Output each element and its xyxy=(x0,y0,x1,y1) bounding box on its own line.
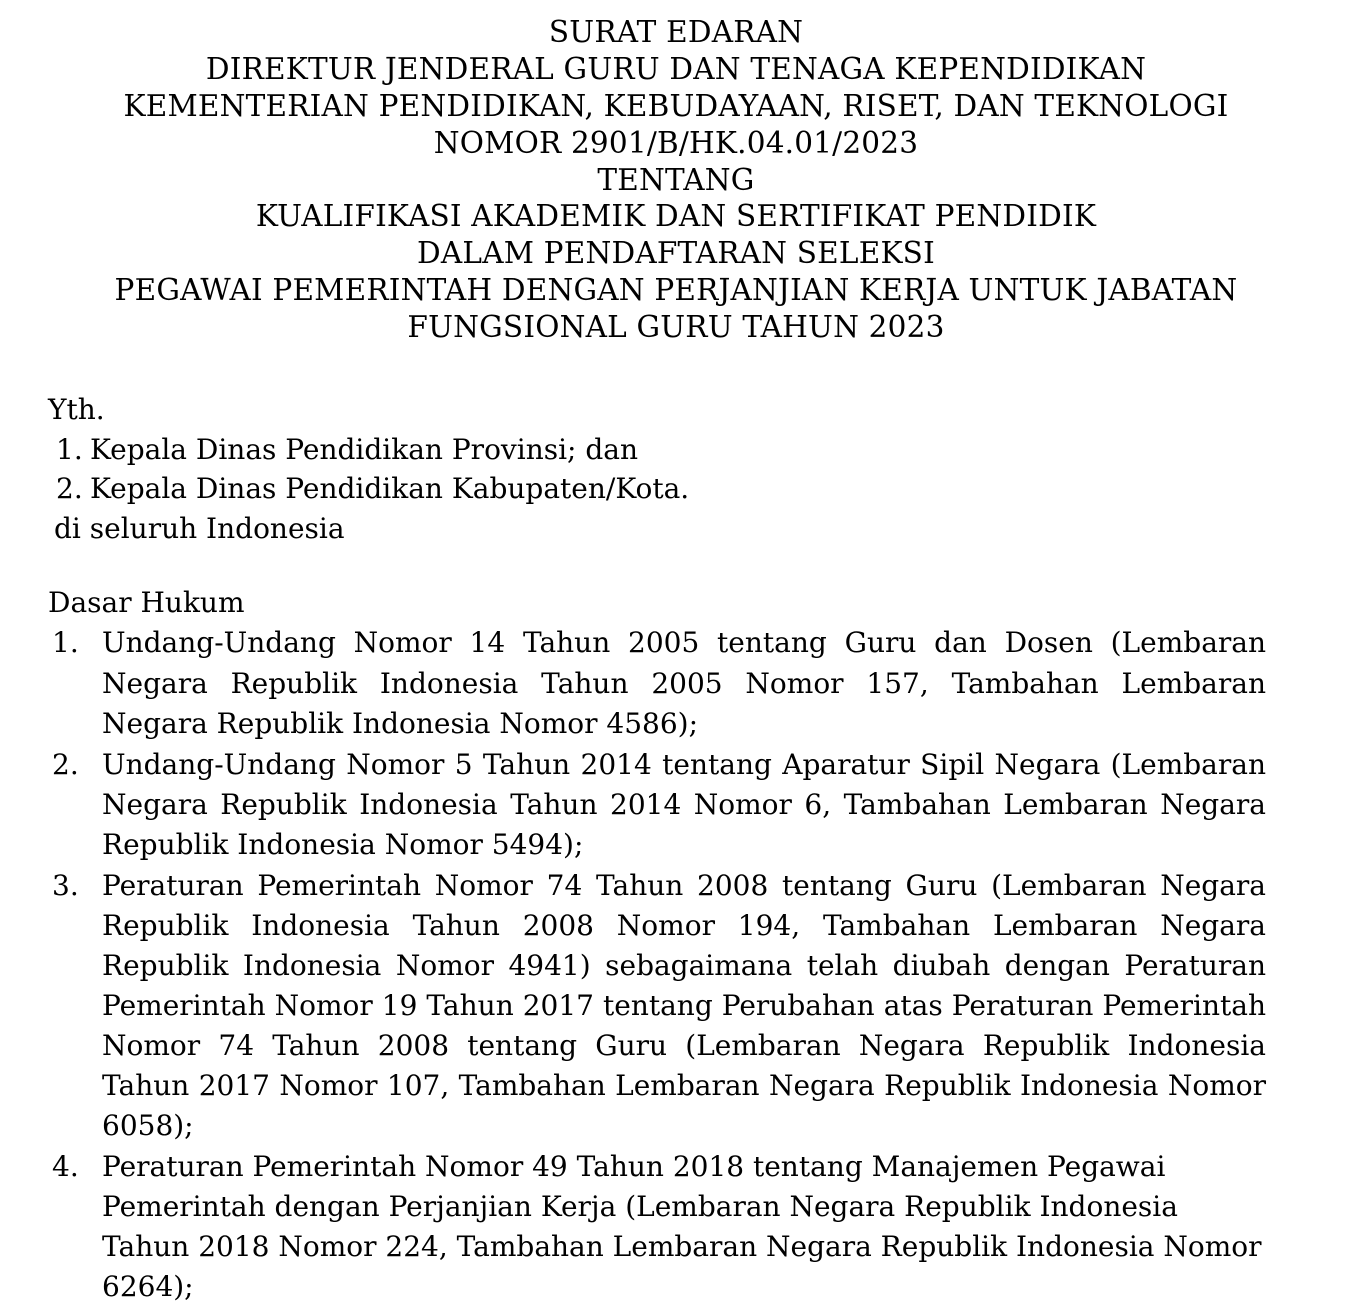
legal-item-text: Undang-Undang Nomor 5 Tahun 2014 tentang Aparatur Sipil Negara (Lembaran Negara Republik Indonesia Tahun 2014 Nomor 6, Tambahan Lembaran Negara Republik Indonesia Nomor 5494); xyxy=(102,747,1266,861)
title-line-6: KUALIFIKASI AKADEMIK DAN SERTIFIKAT PENDIDIK xyxy=(255,199,1097,234)
addressee-item-label: Kepala Dinas Pendidikan Kabupaten/Kota. xyxy=(90,472,690,506)
addressee-item-number: 1. xyxy=(56,432,83,466)
title-line-4: NOMOR 2901/B/HK.04.01/2023 xyxy=(433,125,919,160)
legal-basis-heading: Dasar Hukum xyxy=(48,585,245,619)
legal-item-text: Undang-Undang Nomor 14 Tahun 2005 tentang Guru dan Dosen (Lembaran Negara Republik Indonesia Tahun 2005 Nomor 157, Tambahan Lembaran Negara Republik Indonesia Nomor 4586); xyxy=(102,626,1266,740)
title-line-5: TENTANG xyxy=(597,162,755,197)
title-line-1: SURAT EDARAN xyxy=(548,15,804,49)
list-item xyxy=(48,469,1304,509)
addressee-spacer xyxy=(48,549,1304,583)
addressee-closing: di seluruh Indonesia xyxy=(54,512,345,546)
list-item xyxy=(48,866,1304,1146)
title-line-8: PEGAWAI PEMERINTAH DENGAN PERJANJIAN KERJA UNTUK JABATAN xyxy=(114,273,1238,308)
list-item xyxy=(48,1147,1304,1307)
title-line-9: FUNGSIONAL GURU TAHUN 2023 xyxy=(407,310,945,344)
legal-item-number: 3. xyxy=(52,868,79,902)
legal-item-number: 4. xyxy=(52,1149,79,1183)
addressee-item-number: 2. xyxy=(56,472,83,506)
legal-item-text: Peraturan Pemerintah Nomor 49 Tahun 2018 tentang Manajemen Pegawai Pemerintah dengan Perjanjian Kerja (Lembaran Negara Republik Indonesia Tahun 2018 Nomor 224, Tambahan Lembaran Negara Republik Indonesia Nomor 6264); xyxy=(102,1149,1262,1303)
addressee-block xyxy=(48,390,1304,549)
addressee-item-label: Kepala Dinas Pendidikan Provinsi; dan xyxy=(90,432,639,466)
legal-item-number: 2. xyxy=(52,747,79,781)
document-title-block xyxy=(48,14,1304,346)
list-item xyxy=(48,745,1304,865)
title-line-3: KEMENTERIAN PENDIDIKAN, KEBUDAYAAN, RISET, DAN TEKNOLOGI xyxy=(123,88,1229,123)
list-item xyxy=(48,623,1304,743)
title-line-7: DALAM PENDAFTARAN SELEKSI xyxy=(417,236,935,271)
list-item xyxy=(48,430,1304,470)
legal-item-number: 1. xyxy=(52,626,79,660)
legal-item-text: Peraturan Pemerintah Nomor 74 Tahun 2008 tentang Guru (Lembaran Negara Republik Indonesia Tahun 2008 Nomor 194, Tambahan Lembaran Negara Republik Indonesia Nomor 4941) sebagaimana telah diubah dengan Peraturan Pemerintah Nomor 19 Tahun 2017 tentang Perubahan atas Peraturan Pemerintah Nomor 74 Tahun 2008 tentang Guru (Lembaran Negara Republik Indonesia Tahun 2017 Nomor 107, Tambahan Lembaran Negara Republik Indonesia Nomor 6058); xyxy=(102,868,1266,1142)
addressee-salutation: Yth. xyxy=(48,392,105,426)
title-line-2: DIREKTUR JENDERAL GURU DAN TENAGA KEPENDIDIKAN xyxy=(205,51,1147,86)
title-spacer xyxy=(48,346,1304,390)
addressee-list xyxy=(48,430,1304,510)
legal-basis-list xyxy=(48,623,1304,1307)
